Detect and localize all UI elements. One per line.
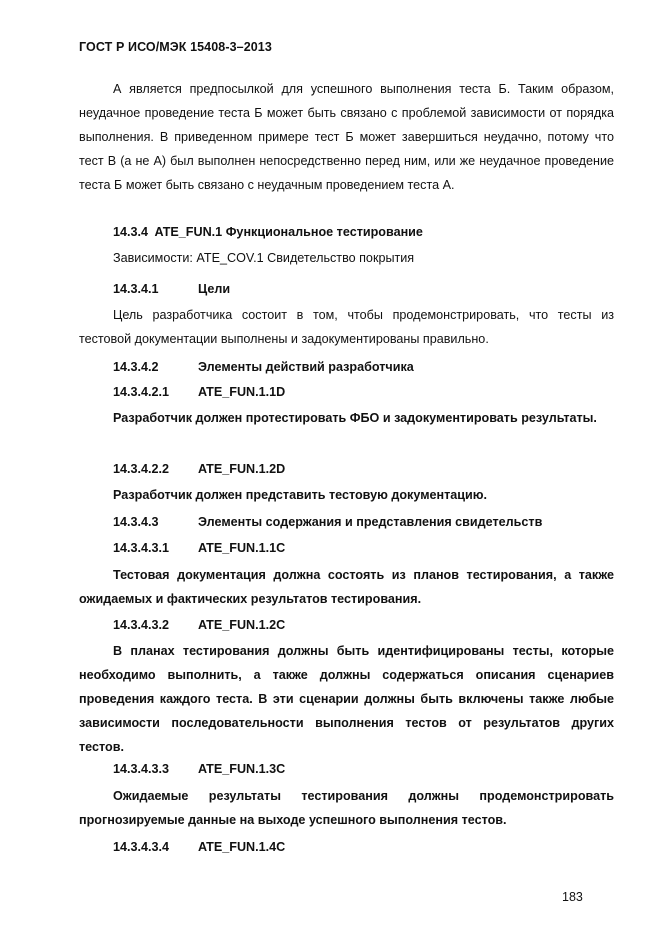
requirement-heading bbox=[113, 462, 285, 476]
requirement-number: 14.3.4.3.4 bbox=[113, 840, 170, 854]
requirement-number: 14.3.4.2.1 bbox=[113, 385, 170, 399]
requirement-heading bbox=[113, 385, 285, 399]
requirement-id: ATE_FUN.1.2C bbox=[198, 618, 286, 632]
requirement-text: Разработчик должен протестировать ФБО и задокументировать результаты. bbox=[113, 411, 597, 425]
content-elements-number: 14.3.4.3 bbox=[113, 515, 159, 529]
requirement-heading bbox=[113, 762, 285, 776]
requirement-number: 14.3.4.2.2 bbox=[113, 462, 170, 476]
intro-paragraph: А является предпосылкой для успешного выполнения теста Б. Таким образом, неудачное проведение теста Б может быть связано с проблемой зависимости от порядка выполнения. В приведенном примере тест Б может завершиться неудачно, потому что тест В (а не А) был выполнен непосредственно перед ним, или же неудачное проведение теста Б может быть связано с неудачным проведением теста А. bbox=[79, 82, 614, 193]
section-title: ATE_FUN.1 Функциональное тестирование bbox=[154, 225, 423, 239]
requirement-text: Ожидаемые результаты тестирования должны продемонстрировать прогнозируемые данные на выходе успешного выполнения тестов. bbox=[79, 789, 614, 828]
requirement-id: ATE_FUN.1.4C bbox=[198, 840, 286, 854]
dev-elements-title: Элементы действий разработчика bbox=[198, 360, 414, 374]
objectives-heading bbox=[113, 282, 230, 296]
requirement-heading bbox=[113, 618, 285, 632]
requirement-number: 14.3.4.3.2 bbox=[113, 618, 170, 632]
dependencies-line: Зависимости: ATE_COV.1 Свидетельство покрытия bbox=[113, 251, 415, 265]
page-number: 183 bbox=[562, 890, 583, 904]
requirement-id: ATE_FUN.1.2D bbox=[198, 462, 286, 476]
requirement-id: ATE_FUN.1.1C bbox=[198, 541, 286, 555]
requirement-number: 14.3.4.3.1 bbox=[113, 541, 170, 555]
requirement-id: ATE_FUN.1.3C bbox=[198, 762, 286, 776]
content-elements-heading bbox=[113, 515, 542, 529]
section-number: 14.3.4 bbox=[113, 225, 149, 239]
objectives-title: Цели bbox=[198, 282, 231, 296]
section-heading bbox=[113, 225, 423, 239]
requirement-id: ATE_FUN.1.1D bbox=[198, 385, 286, 399]
requirement-heading bbox=[113, 840, 285, 854]
dev-elements-number: 14.3.4.2 bbox=[113, 360, 159, 374]
dev-elements-heading bbox=[113, 360, 414, 374]
content-elements-title: Элементы содержания и представления свидетельств bbox=[198, 515, 543, 529]
requirement-text: Разработчик должен представить тестовую документацию. bbox=[113, 488, 488, 502]
objectives-number: 14.3.4.1 bbox=[113, 282, 159, 296]
requirement-heading bbox=[113, 541, 285, 555]
objectives-text: Цель разработчика состоит в том, чтобы продемонстрировать, что тесты из тестовой документации выполнены и задокументированы правильно. bbox=[79, 308, 614, 347]
document-header: ГОСТ Р ИСО/МЭК 15408-3–2013 bbox=[79, 40, 272, 54]
requirement-text: Тестовая документация должна состоять из планов тестирования, а также ожидаемых и фактических результатов тестирования. bbox=[79, 568, 614, 607]
requirement-number: 14.3.4.3.3 bbox=[113, 762, 170, 776]
requirement-text: В планах тестирования должны быть идентифицированы тесты, которые необходимо выполнить, а также должны содержаться описания сценариев проведения каждого теста. В эти сценарии должны быть включены также любые зависимости последовательности выполнения тестов от результатов других тестов. bbox=[79, 644, 614, 755]
